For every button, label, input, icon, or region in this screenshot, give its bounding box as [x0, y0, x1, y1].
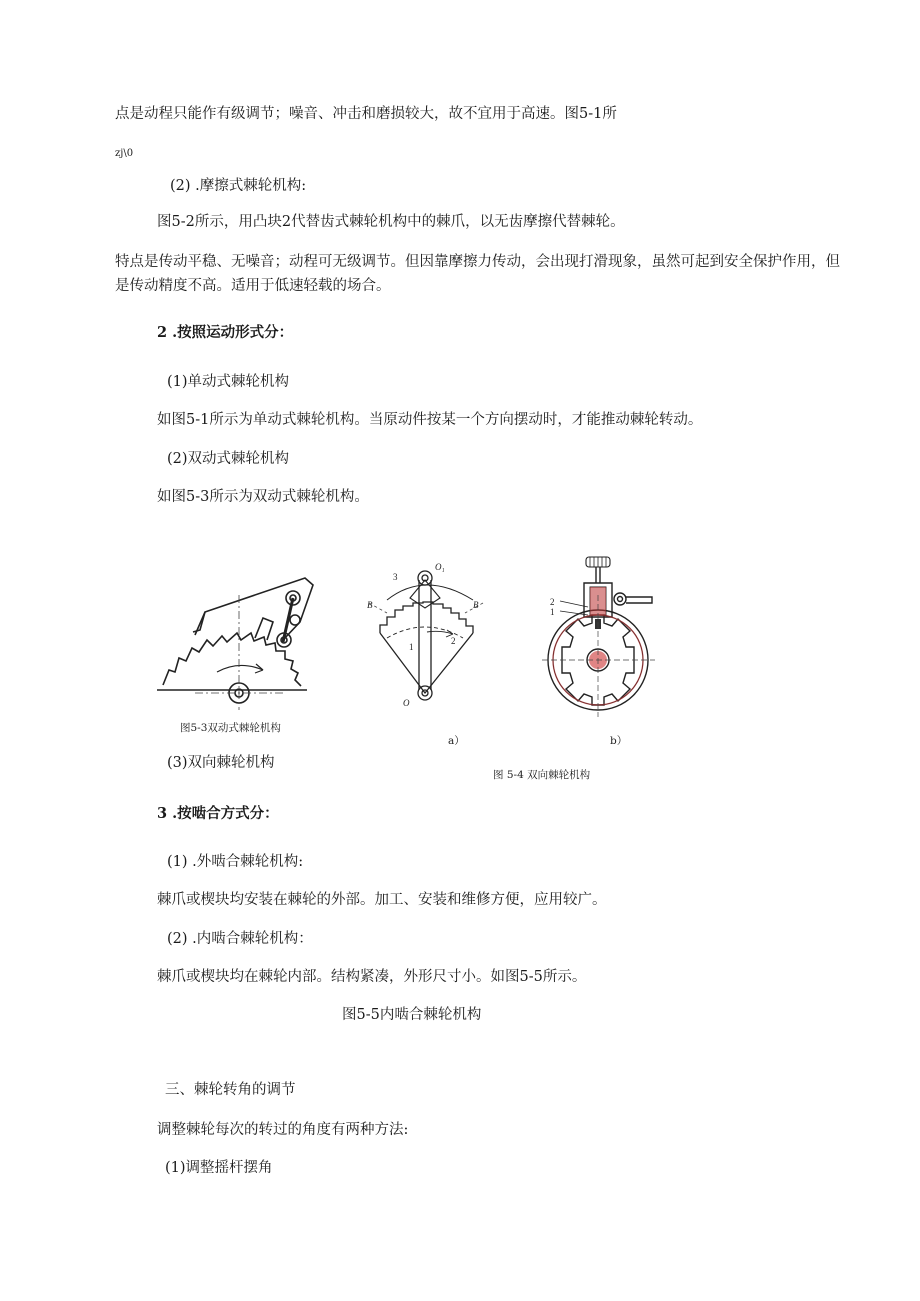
- figure-5-4-caption: 图 5-4 双向棘轮机构: [493, 769, 591, 781]
- label-o: O: [403, 698, 410, 708]
- figure-5-4b-diagram: [540, 555, 665, 720]
- subheading-single-acting: (1)单动式棘轮机构: [167, 374, 290, 390]
- figure-5-4a-label: a）: [448, 735, 465, 747]
- paragraph-7: 如图5-1所示为单动式棘轮机构。当原动件按某一个方向摆动时，才能推动棘轮转动。: [157, 412, 703, 428]
- label-b-1: 1: [550, 607, 555, 617]
- paragraph-9: 如图5-3所示为双动式棘轮机构。: [157, 489, 369, 505]
- label-b-2: 2: [550, 597, 555, 607]
- paragraph-4: 图5-2所示，用凸块2代替齿式棘轮机构中的棘爪，以无齿摩擦代替棘轮。: [157, 214, 625, 230]
- label-b-left: B: [367, 600, 373, 610]
- heading-motion-type: 2 .按照运动形式分：: [157, 324, 294, 341]
- paragraph-12: 棘爪或楔块均安装在棘轮的外部。加工、安装和维修方便，应用较广。: [157, 892, 607, 908]
- subheading-bidirectional: (3)双向棘轮机构: [167, 755, 275, 771]
- figure-5-4b-label: b）: [610, 735, 628, 747]
- paragraph-5: 特点是传动平稳、无噪音；动程可无级调节。但因靠摩擦力传动，会出现打滑现象，虽然可起到安全保护作用，但是传动精度不高。适用于低速轻载的场合。: [115, 254, 840, 294]
- paragraph-16: 调整棘轮每次的转过的角度有两种方法:: [157, 1122, 409, 1138]
- label-1: 1: [409, 642, 414, 652]
- paragraph-14: 棘爪或楔块均在棘轮内部。结构紧凑，外形尺寸小。如图5-5所示。: [157, 969, 587, 985]
- heading-engagement: 3 .按啮合方式分：: [157, 805, 279, 822]
- label-2: 2: [451, 636, 456, 646]
- subheading-external: (1) .外啮合棘轮机构:: [167, 854, 304, 870]
- figure-5-3-caption: 图5-3双动式棘轮机构: [180, 722, 281, 734]
- subheading-double-acting: (2)双动式棘轮机构: [167, 451, 290, 467]
- section-friction-heading: (2) .摩擦式棘轮机构:: [170, 178, 307, 194]
- figure-5-3-diagram: [155, 560, 325, 710]
- paragraph-2: zj\0: [115, 148, 134, 159]
- label-b-right: B: [473, 600, 479, 610]
- figure-5-4a-diagram: [365, 558, 495, 713]
- label-3: 3: [393, 572, 398, 582]
- paragraph-1: 点是动程只能作有级调节；噪音、冲击和磨损较大，故不宜用于高速。图5-1所: [115, 106, 617, 122]
- label-o1: O₁: [435, 562, 445, 572]
- subheading-internal: (2) .内啮合棘轮机构：: [167, 931, 313, 947]
- heading-angle-adjust: 三、棘轮转角的调节: [165, 1082, 296, 1098]
- subheading-rocker-angle: (1)调整摇杆摆角: [165, 1160, 273, 1176]
- figure-5-5-caption: 图5-5内啮合棘轮机构: [342, 1007, 482, 1023]
